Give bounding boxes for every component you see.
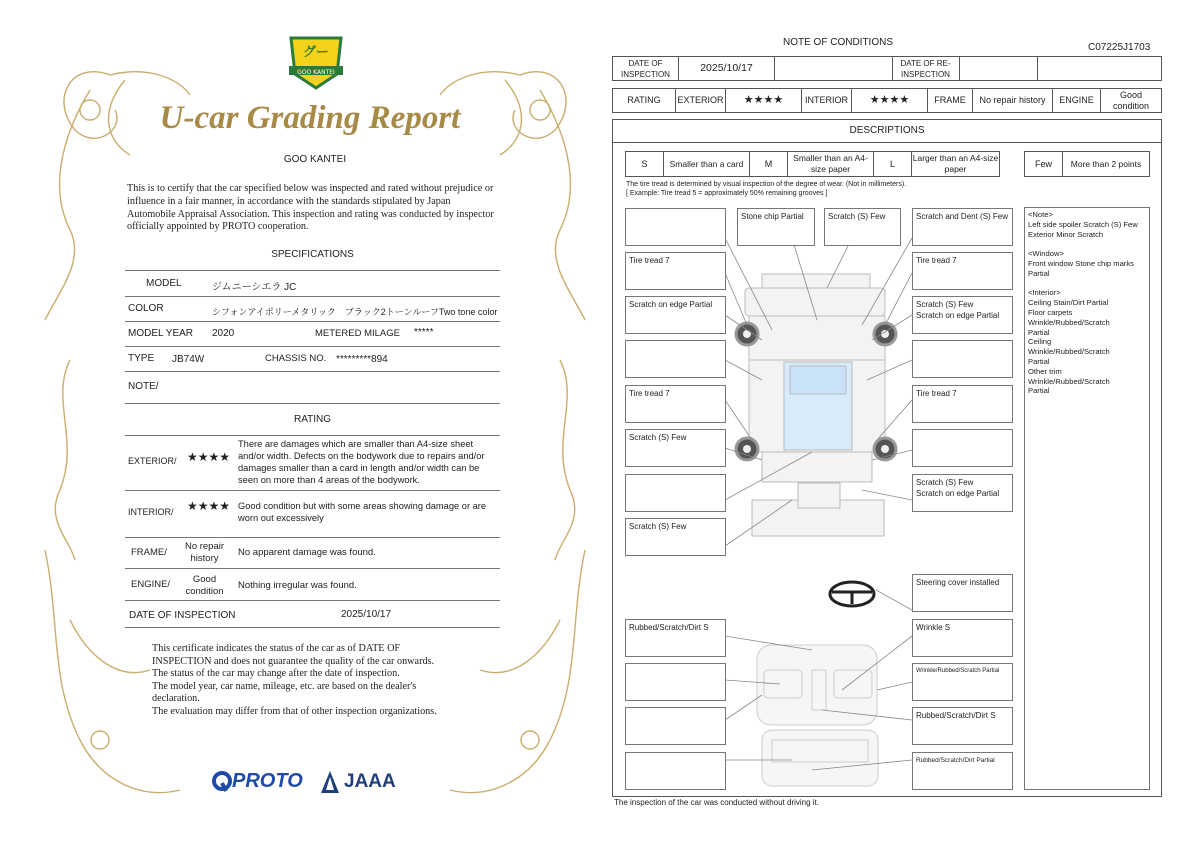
note-line: <Interior>: [1028, 288, 1061, 298]
goo-kantei-badge-logo: [287, 30, 345, 92]
note-line: <Note>: [1028, 210, 1053, 219]
color-label: COLOR: [128, 303, 164, 314]
note-line: Partial: [1028, 356, 1050, 366]
frame-label: FRAME: [928, 89, 973, 112]
doi-value: 2025/10/17: [341, 609, 392, 620]
model-year-label: MODEL YEAR: [128, 328, 194, 339]
descriptions-heading: DESCRIPTIONS: [612, 119, 1162, 143]
condition-box-right-6: Scratch (S) Few Scratch on edge Partial: [912, 474, 1013, 512]
proto-logo-text: PROTO: [232, 770, 303, 792]
note-line: Wrinkle/Rubbed/Scratch: [1028, 376, 1110, 386]
exterior-label: EXTERIOR: [676, 89, 726, 112]
type-label: TYPE: [128, 353, 155, 364]
disclaimer-line: The model year, car name, mileage, etc. are based on the dealer's: [152, 680, 417, 692]
condition-box-interior-right-2: Wrinkle/Rubbed/Scratch Partial: [912, 663, 1013, 701]
condition-box-steering: Steering cover installed: [912, 574, 1013, 612]
condition-box-interior-right-3: Rubbed/Scratch/Dirt S: [912, 707, 1013, 745]
interior-desc: Good condition but with some areas showing damage or are worn out excessively: [238, 501, 487, 523]
frame-value: No repair history: [184, 541, 225, 564]
engine-label: ENGINE/: [131, 579, 171, 590]
condition-box-top-2: Stone chip Partial: [737, 208, 815, 246]
condition-box-left-2: Scratch on edge Partial: [625, 296, 726, 334]
jaaa-logo: [320, 770, 396, 794]
condition-box-left-5: Scratch (S) Few: [625, 429, 726, 467]
disclaimer-line: The evaluation may differ from that of other inspection organizations.: [152, 705, 437, 717]
specs-heading: SPECIFICATIONS: [271, 249, 354, 260]
condition-box-left-4: Tire tread 7: [625, 385, 726, 423]
doi-label: DATE OF INSPECTION: [129, 610, 236, 621]
rating-label: RATING: [613, 89, 676, 112]
condition-box-top-1: [625, 208, 726, 246]
model-year-value: 2020: [212, 328, 235, 339]
interior-stars: ★★★★: [852, 89, 928, 112]
note-line: Front window Stone chip marks: [1028, 258, 1134, 268]
disclaimer: [152, 643, 482, 719]
exterior-stars: ★★★★: [726, 89, 802, 112]
color-value: シフォンアイボリーメタリック ブラック2トーンルーフTwo tone color: [212, 307, 498, 317]
note-line: Partial: [1028, 327, 1050, 337]
legend-m: M: [750, 152, 788, 176]
note-line: <Window>: [1028, 249, 1064, 259]
note-line: Ceiling: [1028, 337, 1052, 347]
condition-box-left-6: [625, 474, 726, 512]
note-line: Left side spoiler Scratch (S) Few: [1028, 219, 1138, 229]
note-line: [1028, 279, 1146, 289]
legend-few: Few: [1025, 152, 1063, 176]
engine-value: Good condition: [1112, 89, 1150, 111]
report-code: C07225J1703: [1088, 42, 1151, 53]
note-line: Ceiling Stain/Dirt Partial: [1028, 298, 1109, 308]
disclaimer-line: The status of the car may change after the date of inspection.: [152, 668, 400, 680]
frame-value: No repair history: [973, 89, 1053, 112]
rating-row: [612, 88, 1162, 113]
condition-box-interior-left-2: [625, 663, 726, 701]
legend-s-desc: Smaller than a card: [664, 152, 750, 176]
disclaimer-line: This certificate indicates the status of the car as of DATE OF: [152, 643, 401, 654]
certify-text: This is to certify that the car specified below was inspected and rated without prejudice or influence in a fair manner, in accordance with the standards stipulated by Japan Automobile Appraisal Association. This inspection and rating was conducted by inspector officially appointed by PROTO cooperation.: [127, 183, 494, 233]
note-line: Partial: [1028, 386, 1050, 396]
interior-label: INTERIOR/: [128, 507, 174, 517]
note-label: NOTE/: [128, 381, 159, 392]
note-line: [1028, 239, 1146, 249]
mileage-value: *****: [414, 327, 434, 338]
condition-box-top-4: Scratch and Dent (S) Few: [912, 208, 1013, 246]
legend-s: S: [626, 152, 664, 176]
jaaa-mark-icon: [320, 770, 340, 794]
report-subtitle: GOO KANTEI: [283, 154, 347, 165]
proto-logo: [212, 770, 303, 793]
date-reinspection-label: DATE OF RE-INSPECTION: [892, 57, 960, 80]
tire-note: [626, 180, 906, 198]
condition-box-interior-right-4: Rubbed/Scratch/Dirt Partial: [912, 752, 1013, 790]
condition-box-interior-left-3: [625, 707, 726, 745]
legend-l-desc: Larger than an A4-size paper: [912, 153, 999, 174]
note-line: Floor carpets: [1028, 307, 1073, 317]
mileage-label: METERED MILAGE: [315, 328, 400, 339]
chassis-value: *********894: [336, 354, 388, 365]
date-inspection-value: 2025/10/17: [679, 57, 775, 80]
legend-l: L: [874, 152, 912, 176]
svg-text:グー: グー: [302, 45, 330, 60]
model-value: ジムニーシエラ JC: [212, 282, 297, 293]
condition-box-right-4: Tire tread 7: [912, 385, 1013, 423]
note-line: Partial: [1028, 268, 1050, 278]
size-legend: [625, 151, 1000, 177]
model-label: MODEL: [146, 278, 182, 289]
condition-box-right-2: Scratch (S) Few Scratch on edge Partial: [912, 296, 1013, 334]
exterior-stars: ★★★★: [187, 450, 231, 464]
date-row: [612, 56, 1162, 81]
note-line: Wrinkle/Rubbed/Scratch: [1028, 317, 1110, 327]
frame-label: FRAME/: [131, 547, 167, 558]
condition-box-right-3: [912, 340, 1013, 378]
footer-note: The inspection of the car was conducted without driving it.: [614, 798, 819, 807]
proto-mark-icon: [212, 771, 232, 793]
disclaimer-line: declaration.: [152, 693, 200, 705]
frame-desc: No apparent damage was found.: [238, 547, 376, 558]
type-value: JB74W: [172, 354, 205, 365]
legend-m-desc: Smaller than an A4-size paper: [788, 152, 874, 176]
condition-box-interior-right-1: Wrinkle S: [912, 619, 1013, 657]
condition-box-interior-left-1: Rubbed/Scratch/Dirt S: [625, 619, 726, 657]
date-inspection-label: DATE OF INSPECTION: [613, 57, 679, 80]
chassis-label: CHASSIS NO.: [265, 353, 327, 364]
engine-value: Good condition: [185, 574, 224, 597]
tire-note-line: The tire tread is determined by visual inspection of the degree of wear. (Not in millimeters).: [626, 181, 907, 188]
condition-box-left-7: Scratch (S) Few: [625, 518, 726, 556]
report-title: U-car Grading Report: [159, 100, 461, 136]
note-line: Exterior Minor Scratch: [1028, 229, 1104, 239]
few-legend: [1024, 151, 1150, 177]
engine-label: ENGINE: [1053, 89, 1101, 112]
engine-desc: Nothing irregular was found.: [238, 580, 357, 591]
note-line: Other trim: [1028, 366, 1062, 376]
condition-box-left-1: Tire tread 7: [625, 252, 726, 290]
interior-label: INTERIOR: [802, 89, 852, 112]
note-line: Wrinkle/Rubbed/Scratch: [1028, 347, 1110, 357]
notes-panel: [1024, 207, 1150, 790]
condition-box-right-5: [912, 429, 1013, 467]
disclaimer-line: INSPECTION and does not guarantee the quality of the car onwards.: [152, 655, 435, 667]
exterior-label: EXTERIOR/: [128, 456, 177, 466]
svg-text:GOO KANTEI: GOO KANTEI: [297, 69, 335, 76]
condition-box-right-1: Tire tread 7: [912, 252, 1013, 290]
condition-box-left-3: [625, 340, 726, 378]
rating-heading: RATING: [293, 414, 332, 425]
jaaa-logo-text: JAAA: [344, 771, 396, 792]
condition-box-top-3: Scratch (S) Few: [824, 208, 901, 246]
legend-few-desc: More than 2 points: [1070, 158, 1142, 169]
condition-box-interior-left-4: [625, 752, 726, 790]
exterior-desc: There are damages which are smaller than A4-size sheet and/or width. Defects on the bodywork due to repairs and/or damages smaller than a card in length and/or width can be seen on more than 4 areas of the bodywork.: [238, 439, 485, 485]
interior-stars: ★★★★: [187, 499, 231, 513]
tire-note-line: [ Example: Tire tread 5 = approximately 50% remaining grooves ]: [626, 190, 828, 197]
conditions-title: NOTE OF CONDITIONS: [783, 37, 893, 48]
